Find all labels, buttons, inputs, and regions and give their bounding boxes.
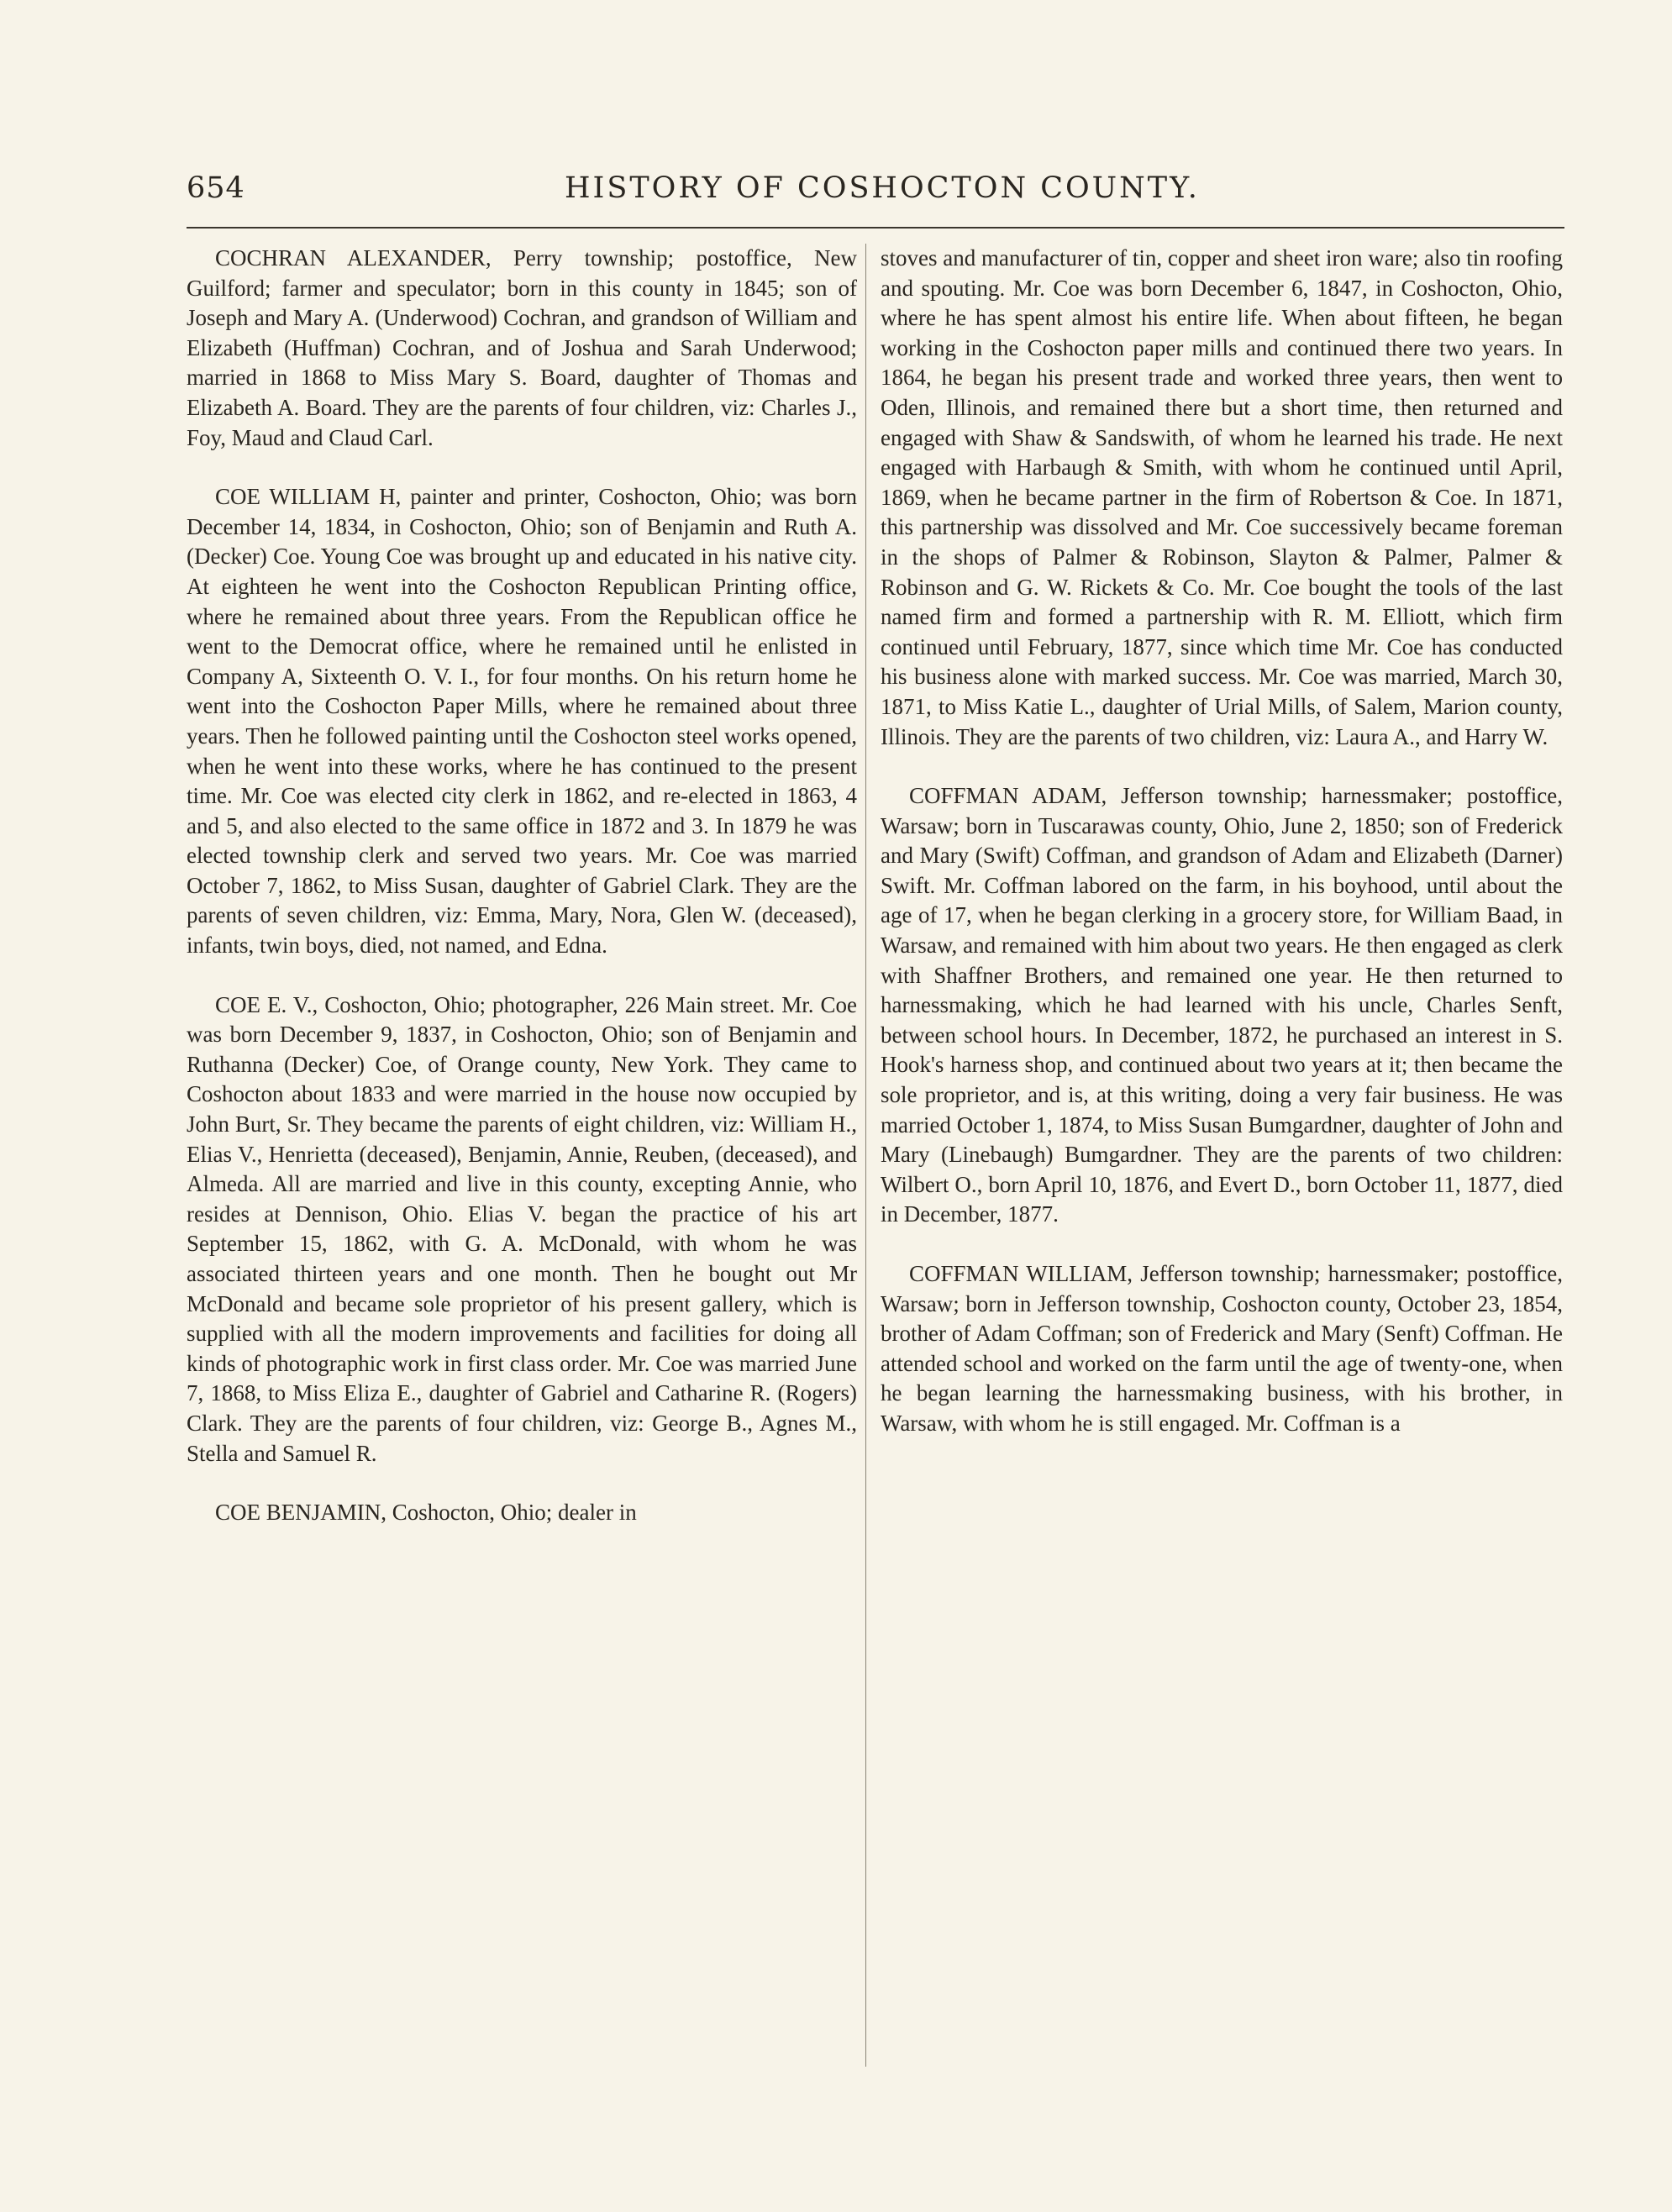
right-column [881,244,1563,1439]
entry-coe-william-h: COE WILLIAM H, painter and printer, Coshocton, Ohio; was born December 14, 1834, in Coshocton, Ohio; son of Benjamin and Ruth A. (Decker) Coe. Young Coe was brought up and educated in his native city. At eighteen he went into the Coshocton Republican Printing office, where he remained about three years. From the Republican office he went to the Democrat office, where he remained until he enlisted in Company A, Sixteenth O. V. I., for four months. On his return home he went into the Coshocton Paper Mills, where he remained about three years. Then he followed painting until the Coshocton steel works opened, when he went into these works, where he has continued to the present time. Mr. Coe was elected city clerk in 1862, and re-elected in 1863, 4 and 5, and also elected to the same office in 1872 and 3. In 1879 he was elected township clerk and served two years. Mr. Coe was married October 7, 1862, to Miss Susan, daughter of Gabriel Clark. They are the parents of seven children, viz: Emma, Mary, Nora, Glen W. (deceased), infants, twin boys, died, not named, and Edna. [187,484,857,959]
page-header [0,168,1672,218]
page-number: 654 [187,171,245,205]
entry-coe-benjamin-continued: stoves and manufacturer of tin, copper and sheet iron ware; also tin roofing and spouting. Mr. Coe was born December 6, 1847, in Coshocton, Ohio, where he has spent almost his entire life. When about fifteen, he began working in the Coshocton paper mills and continued there two years. In 1864, he began his present trade and worked three years, then went to Oden, Illinois, and remained there but a short time, then returned and engaged with Shaw & Sandswith, of whom he learned his trade. He next engaged with Harbaugh & Smith, with whom he continued until April, 1869, when he became partner in the firm of Robertson & Coe. In 1871, this partnership was dissolved and Mr. Coe successively became foreman in the shops of Palmer & Robinson, Slayton & Palmer, Palmer & Robinson and G. W. Rickets & Co. Mr. Coe bought the tools of the last named firm and formed a partnership with R. M. Elliott, which firm continued until February, 1877, since which time Mr. Coe has conducted his business alone with marked success. Mr. Coe was married, March 30, 1871, to Miss Katie L., daughter of Urial Mills, of Salem, Marion county, Illinois. They are the parents of two children, viz: Laura A., and Harry W. [881,245,1563,749]
column-divider [865,244,866,2067]
running-title: HISTORY OF COSHOCTON COUNTY. [565,171,1200,205]
header-rule [187,227,1564,229]
left-column [187,244,857,1528]
entry-coffman-william: COFFMAN WILLIAM, Jefferson township; harnessmaker; postoffice, Warsaw; born in Jefferson township, Coshocton county, October 23, 1854, brother of Adam Coffman; son of Frederick and Mary (Senft) Coffman. He attended school and worked on the farm until the age of twenty-one, when he began learning the harnessmaking business, with his brother, in Warsaw, with whom he is still engaged. Mr. Coffman is a [881,1261,1563,1436]
entry-coe-benjamin-start: COE BENJAMIN, Coshocton, Ohio; dealer in [215,1500,637,1526]
entry-coffman-adam: COFFMAN ADAM, Jefferson township; harnessmaker; postoffice, Warsaw; born in Tuscarawas county, Ohio, June 2, 1850; son of Frederick and Mary (Swift) Coffman, and grandson of Adam and Elizabeth (Darner) Swift. Mr. Coffman labored on the farm, in his boyhood, until about the age of 17, when he began clerking in a grocery store, for William Baad, in Warsaw, and remained with him about two years. He then engaged as clerk with Shaffner Brothers, and remained one year. He then returned to harnessmaking, which he had learned with his uncle, Charles Senft, between school hours. In December, 1872, he purchased an interest in S. Hook's harness shop, and continued about two years at it; then became the sole proprietor, and is, at this writing, doing a very fair business. He was married October 1, 1874, to Miss Susan Bumgardner, daughter of John and Mary (Linebaugh) Bumgardner. They are the parents of two children: Wilbert O., born April 10, 1876, and Evert D., born October 11, 1877, died in December, 1877. [881,783,1563,1227]
entry-coe-e-v: COE E. V., Coshocton, Ohio; photographer, 226 Main street. Mr. Coe was born December 9, 1837, in Coshocton, Ohio; son of Benjamin and Ruthanna (Decker) Coe, of Orange county, New York. They came to Coshocton about 1833 and were married in the house now occupied by John Burt, Sr. They became the parents of eight children, viz: William H., Elias V., Henrietta (deceased), Benjamin, Annie, Reuben, (deceased), and Almeda. All are married and live in this county, excepting Annie, who resides at Dennison, Ohio. Elias V. began the practice of his art September 15, 1862, with G. A. McDonald, with whom he was associated thirteen years and one month. Then he bought out Mr McDonald and became sole proprietor of his present gallery, which is supplied with all the modern improvements and facilities for doing all kinds of photographic work in first class order. Mr. Coe was married June 7, 1868, to Miss Eliza E., daughter of Gabriel and Catharine R. (Rogers) Clark. They are the parents of four children, viz: George B., Agnes M., Stella and Samuel R. [187,991,857,1466]
entry-cochran-alexander: COCHRAN ALEXANDER, Perry township; postoffice, New Guilford; farmer and speculator; born in this county in 1845; son of Joseph and Mary A. (Underwood) Cochran, and grandson of William and Elizabeth (Huffman) Cochran, and of Joshua and Sarah Underwood; married in 1868 to Miss Mary S. Board, daughter of Thomas and Elizabeth A. Board. They are the parents of four children, viz: Charles J., Foy, Maud and Claud Carl. [187,245,857,450]
